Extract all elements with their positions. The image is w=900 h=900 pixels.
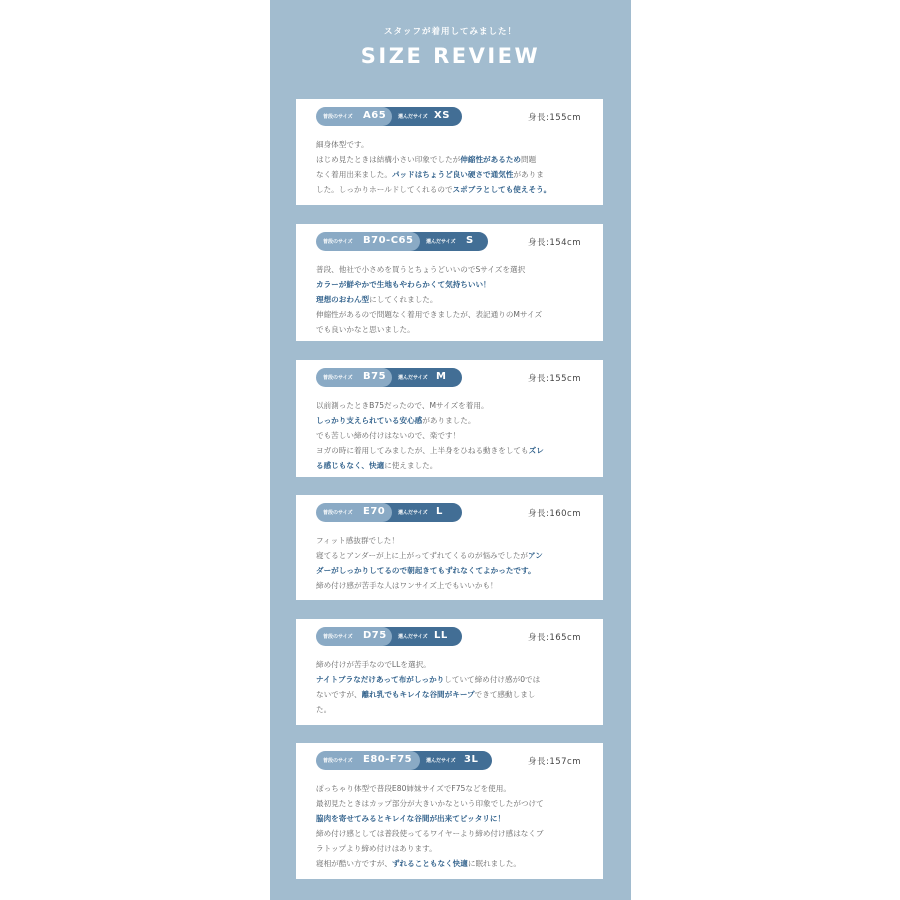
review-line <box>316 167 584 182</box>
review-segment: がありま <box>513 170 544 179</box>
review-line <box>316 413 584 428</box>
usual-size-badge <box>316 368 392 387</box>
review-highlight: 理想のおわん型 <box>316 295 370 304</box>
review-line <box>316 826 584 841</box>
usual-size-badge <box>316 751 420 770</box>
review-highlight: カラーが鮮やかで生地もやわらかくて気持ちいい！ <box>316 280 491 289</box>
review-segment: でも良いかなと思いました。 <box>316 325 415 334</box>
review-segment: 締め付けが苦手なのでLLを選択。 <box>316 660 431 669</box>
usual-size-badge <box>316 232 420 251</box>
review-segment: できて感動しまし <box>474 690 536 699</box>
height-label: 身長:157cm <box>527 757 581 767</box>
review-line <box>316 796 584 811</box>
review-line <box>316 811 584 826</box>
chosen-size-label: 選んだサイズ <box>398 114 428 120</box>
usual-size-value: D75 <box>363 630 387 641</box>
review-line <box>316 262 584 277</box>
review-segment: 伸縮性があるので問題なく着用できましたが、表記通りのMサイズ <box>316 310 543 319</box>
chosen-size-badge <box>408 751 492 770</box>
review-card <box>296 495 603 600</box>
review-segment: にしてくれました。 <box>369 295 438 304</box>
review-line <box>316 841 584 856</box>
review-segment: ぽっちゃり体型で普段E80姉妹サイズでF75などを使用。 <box>316 784 511 793</box>
review-line <box>316 137 584 152</box>
review-highlight: パッドはちょうど良い硬さで通気性 <box>391 170 514 179</box>
review-line <box>316 687 584 702</box>
review-highlight: る感じもなく、快適 <box>316 461 385 470</box>
review-segment: ないですが、 <box>316 690 362 699</box>
chosen-size-label: 選んだサイズ <box>426 758 456 764</box>
height-label: 身長:155cm <box>527 374 581 384</box>
review-card <box>296 99 603 205</box>
review-segment: していて締め付け感が0では <box>444 675 541 684</box>
review-segment: 締め付け感が苦手な人はワンサイズ上でもいいかも！ <box>316 581 498 590</box>
review-segment: フィット感抜群でした！ <box>316 536 399 545</box>
review-line <box>316 307 584 322</box>
review-line <box>316 292 584 307</box>
review-text <box>316 398 584 473</box>
review-segment: ヨガの時に着用してみましたが、上半身をひねる動きをしても <box>316 446 529 455</box>
review-line <box>316 856 584 871</box>
review-segment: に眠れました。 <box>467 859 522 868</box>
review-highlight: 脇肉を寄せてみるとキレイな谷間が出来てピッタリに！ <box>316 814 506 823</box>
usual-size-label: 普段のサイズ <box>323 375 353 381</box>
chosen-size-badge <box>380 368 462 387</box>
usual-size-badge <box>316 107 392 126</box>
review-segment: 以前測ったときB75だったので、Mサイズを着用。 <box>316 401 489 410</box>
review-highlight: ずれることもなく快適 <box>391 859 468 868</box>
review-line <box>316 443 584 458</box>
chosen-size-badge <box>408 232 488 251</box>
review-line <box>316 578 584 593</box>
review-line <box>316 458 584 473</box>
review-segment: でも苦しい締め付けはないので、楽です！ <box>316 431 461 440</box>
review-line <box>316 781 584 796</box>
usual-size-value: E80-F75 <box>363 754 413 765</box>
usual-size-badge <box>316 627 392 646</box>
review-card <box>296 619 603 725</box>
chosen-size-value: S <box>466 235 474 246</box>
review-text <box>316 781 584 871</box>
review-segment: ラトップより締め付けはあります。 <box>316 844 437 853</box>
review-text <box>316 657 584 717</box>
section-title: SIZE REVIEW <box>360 44 541 68</box>
review-text <box>316 137 584 197</box>
chosen-size-value: 3L <box>464 754 479 765</box>
review-card <box>296 224 603 341</box>
usual-size-label: 普段のサイズ <box>323 239 353 245</box>
chosen-size-badge <box>380 503 462 522</box>
review-line <box>316 548 584 563</box>
review-segment: した。しっかりホールドしてくれるので <box>316 185 453 194</box>
review-line <box>316 702 584 717</box>
usual-size-label: 普段のサイズ <box>323 758 353 764</box>
review-highlight: ダーがしっかりしてるので朝起きてもずれなくてよかったです。 <box>316 566 536 575</box>
height-label: 身長:155cm <box>527 113 581 123</box>
review-line <box>316 428 584 443</box>
review-segment: 問題 <box>521 155 537 164</box>
review-line <box>316 398 584 413</box>
usual-size-label: 普段のサイズ <box>323 634 353 640</box>
review-card <box>296 360 603 477</box>
chosen-size-value: XS <box>434 110 450 121</box>
review-segment: はじめ見たときは結構小さい印象でしたが <box>316 155 461 164</box>
review-segment: 寝てるとアンダーが上に上がってずれてくるのが悩みでしたが <box>316 551 529 560</box>
review-highlight: しっかり支えられている安心感 <box>316 416 423 425</box>
section-subtitle: スタッフが着用してみました！ <box>383 27 517 37</box>
height-label: 身長:160cm <box>527 509 581 519</box>
review-segment: た。 <box>316 705 332 714</box>
review-line <box>316 657 584 672</box>
review-line <box>316 533 584 548</box>
review-line <box>316 182 584 197</box>
chosen-size-label: 選んだサイズ <box>398 375 428 381</box>
chosen-size-value: LL <box>434 630 448 641</box>
review-segment: なく着用出来ました。 <box>316 170 392 179</box>
chosen-size-value: M <box>436 371 447 382</box>
review-text <box>316 533 584 593</box>
review-highlight: ズレ <box>528 446 544 455</box>
review-segment: 普段、他社で小さめを買うとちょうどいいのでSサイズを選択 <box>316 265 526 274</box>
review-panel <box>270 0 631 900</box>
usual-size-label: 普段のサイズ <box>323 510 353 516</box>
review-highlight: 離れ乳でもキレイな谷間がキープ <box>361 690 475 699</box>
review-segment: に使えました。 <box>384 461 438 470</box>
usual-size-value: B75 <box>363 371 387 382</box>
review-segment: 寝相が酷い方ですが、 <box>316 859 392 868</box>
usual-size-value: E70 <box>363 506 386 517</box>
chosen-size-label: 選んだサイズ <box>398 510 428 516</box>
usual-size-value: A65 <box>363 110 387 121</box>
usual-size-label: 普段のサイズ <box>323 114 353 120</box>
review-highlight: 伸縮性があるため <box>460 155 522 164</box>
chosen-size-badge <box>380 627 462 646</box>
review-line <box>316 672 584 687</box>
usual-size-value: B70-C65 <box>363 235 414 246</box>
review-line <box>316 277 584 292</box>
chosen-size-label: 選んだサイズ <box>426 239 456 245</box>
review-segment: 細身体型です。 <box>316 140 369 149</box>
height-label: 身長:165cm <box>527 633 581 643</box>
chosen-size-label: 選んだサイズ <box>398 634 428 640</box>
review-line <box>316 322 584 337</box>
chosen-size-badge <box>380 107 462 126</box>
review-line <box>316 563 584 578</box>
review-line <box>316 152 584 167</box>
review-segment: がありました。 <box>422 416 476 425</box>
usual-size-badge <box>316 503 392 522</box>
review-segment: 締め付け感としては普段使ってるワイヤーより締め付け感はなくブ <box>316 829 544 838</box>
review-card <box>296 743 603 879</box>
height-label: 身長:154cm <box>527 238 581 248</box>
chosen-size-value: L <box>436 506 443 517</box>
review-highlight: スポブラとしても使えそう。 <box>452 185 552 194</box>
review-highlight: アン <box>528 551 543 560</box>
review-segment: 最初見たときはカップ部分が大きいかなという印象でしたがつけて <box>316 799 544 808</box>
review-text <box>316 262 584 337</box>
review-highlight: ナイトブラなだけあって布がしっかり <box>316 675 445 684</box>
